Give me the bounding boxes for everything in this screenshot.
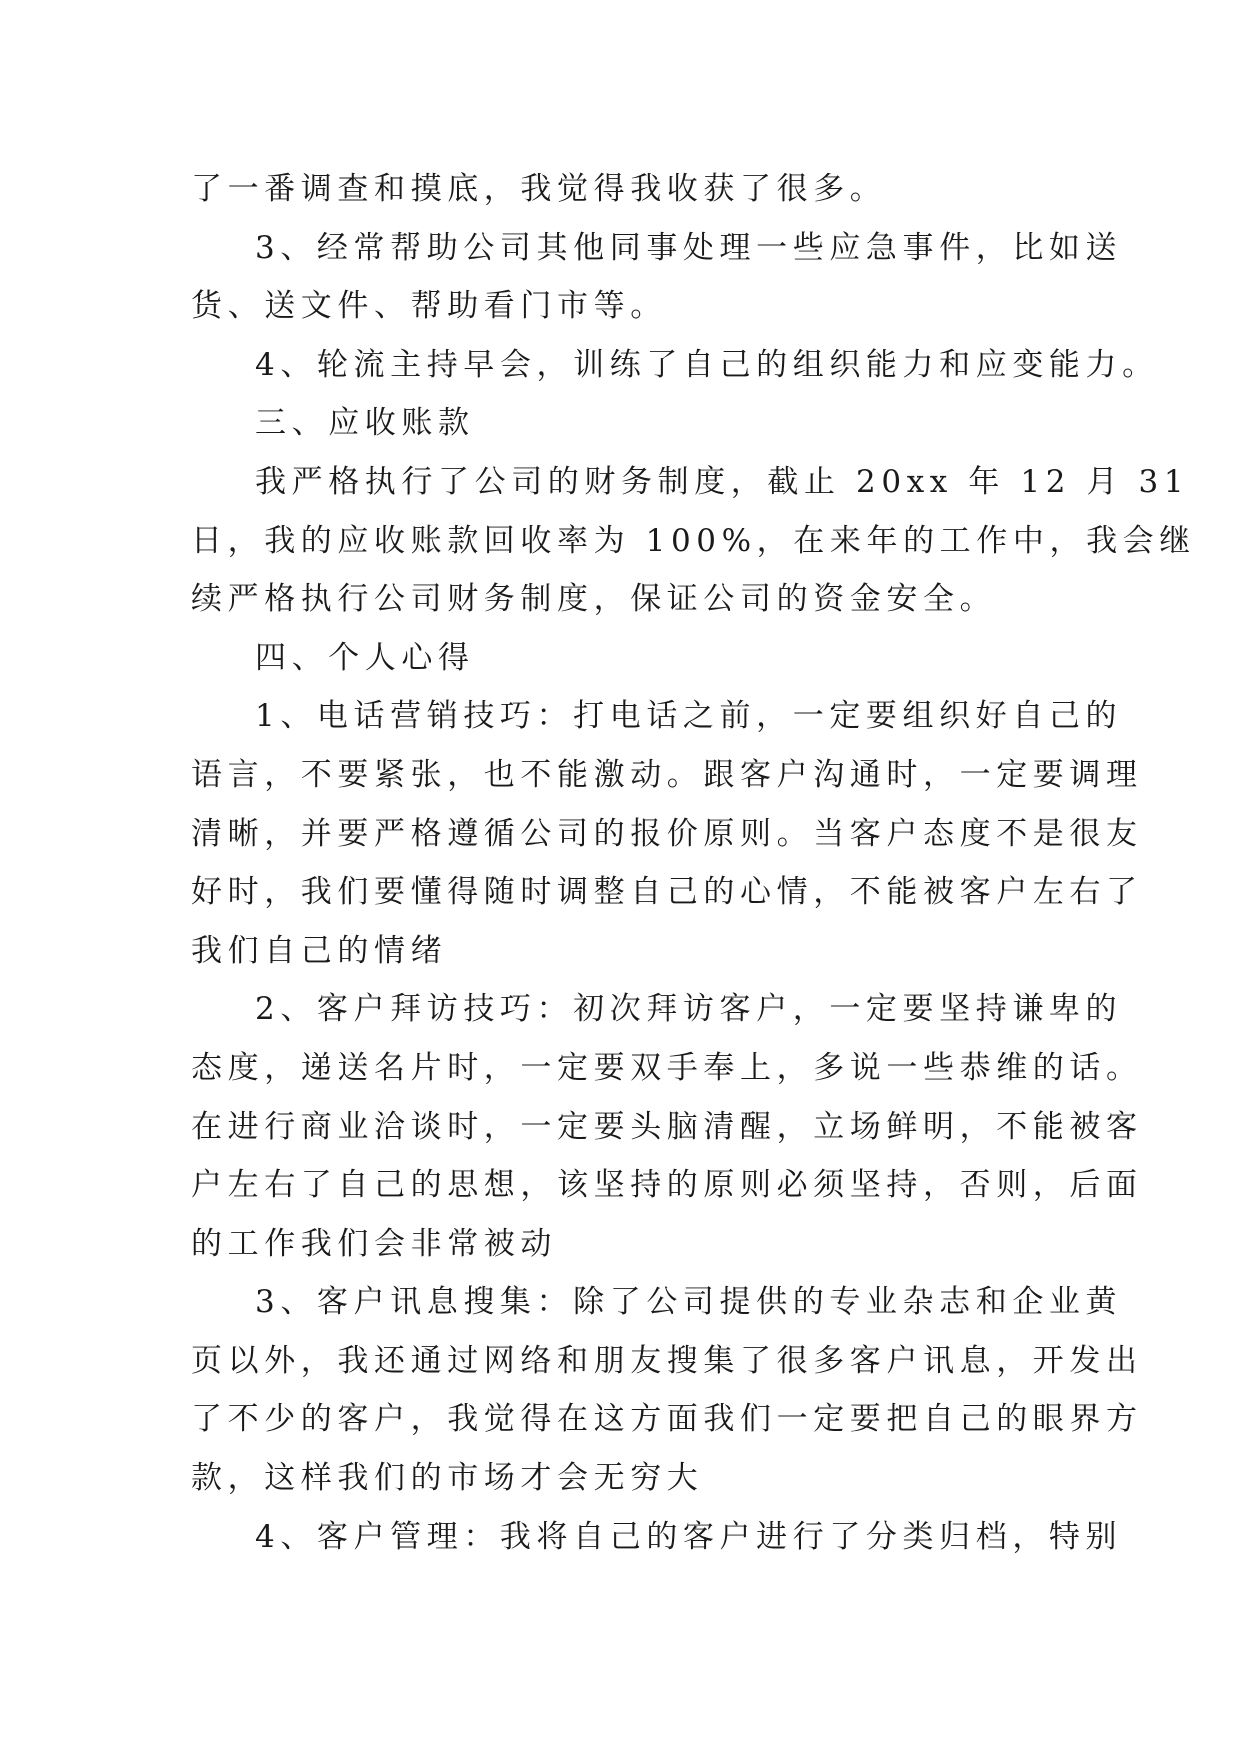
document-body	[191, 160, 1196, 1566]
text-line: 日，我的应收账款回收率为 100%，在来年的工作中，我会继	[191, 522, 1196, 559]
text-line: 在进行商业洽谈时，一定要头脑清醒，立场鲜明，不能被客	[191, 1108, 1143, 1145]
text-line: 我严格执行了公司的财务制度，截止 20xx 年 12 月 31	[255, 463, 1190, 500]
text-line: 4、轮流主持早会，训练了自己的组织能力和应变能力。	[255, 346, 1159, 383]
text-line: 2、客户拜访技巧：初次拜访客户，一定要坚持谦卑的	[255, 991, 1123, 1028]
text-line: 了不少的客户，我觉得在这方面我们一定要把自己的眼界方	[191, 1401, 1143, 1438]
text-line: 款，这样我们的市场才会无穷大	[191, 1460, 704, 1497]
text-line: 页以外，我还通过网络和朋友搜集了很多客户讯息，开发出	[191, 1342, 1143, 1379]
text-line: 货、送文件、帮助看门市等。	[191, 288, 667, 325]
text-line: 的工作我们会非常被动	[191, 1225, 557, 1262]
text-line: 我们自己的情绪	[191, 932, 448, 969]
section-heading: 三、应收账款	[255, 405, 475, 442]
text-line: 4、客户管理：我将自己的客户进行了分类归档，特别	[255, 1518, 1123, 1555]
section-heading: 四、个人心得	[255, 639, 475, 676]
text-line: 清晰，并要严格遵循公司的报价原则。当客户态度不是很友	[191, 815, 1143, 852]
text-line: 了一番调查和摸底，我觉得我收获了很多。	[191, 171, 887, 207]
text-line: 语言，不要紧张，也不能激动。跟客户沟通时，一定要调理	[191, 756, 1143, 793]
text-line: 3、客户讯息搜集：除了公司提供的专业杂志和企业黄	[255, 1284, 1123, 1321]
text-line: 3、经常帮助公司其他同事处理一些应急事件，比如送	[255, 229, 1123, 266]
text-line: 态度，递送名片时，一定要双手奉上，多说一些恭维的话。	[191, 1049, 1143, 1086]
text-line: 1、电话营销技巧：打电话之前，一定要组织好自己的	[255, 698, 1123, 735]
text-line: 续严格执行公司财务制度，保证公司的资金安全。	[191, 581, 997, 618]
text-line: 户左右了自己的思想，该坚持的原则必须坚持，否则，后面	[191, 1167, 1143, 1204]
text-line: 好时，我们要懂得随时调整自己的心情，不能被客户左右了	[191, 874, 1143, 911]
